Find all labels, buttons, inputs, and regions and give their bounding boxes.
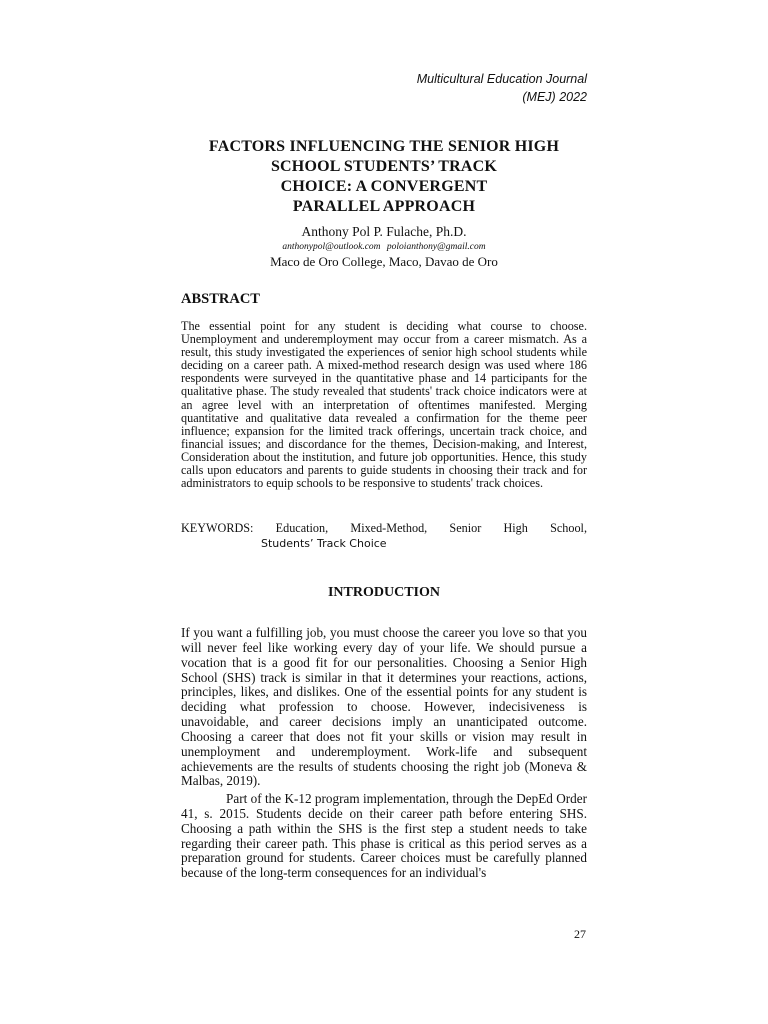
abstract-text: The essential point for any student is deciding what course to choose. Unemployment and underemployment may occur from a career mismatch. As a result, this study investigated the experiences of senior high school students while deciding on a career path. A mixed-method research design was used where 186 respondents were surveyed in the quantitative phase and 14 participants for the qualitative phase. The study revealed that students' track choice indicators were at an agree level with an interpretation of oftentimes manifested. Merging quantitative and qualitative data revealed a confirmation for the theme peer influence; expansion for the limited track offerings, uncertain track choice, and financial issues; and discordance for the themes, Decision-making, and Interest, Consideration about the institution, and future job opportunities. Hence, this study calls upon educators and parents to guide students in choosing their track and for administrators to equip schools to be responsive to students' track choices.	[181, 319, 587, 491]
keywords-continuation: Students’ Track Choice	[261, 537, 387, 550]
title-line: SCHOOL STUDENTS’ TRACK	[270, 158, 498, 175]
author-name: Anthony Pol P. Fulache, Ph.D.	[301, 224, 467, 239]
author-emails	[181, 241, 587, 254]
keywords-line: KEYWORDS: Education, Mixed-Method, Senior High School,	[181, 521, 587, 535]
author-affiliation: Maco de Oro College, Maco, Davao de Oro	[270, 254, 498, 269]
author-email-link[interactable]: poloianthony@gmail.com	[386, 242, 486, 252]
paper-title	[181, 137, 587, 217]
journal-header	[417, 70, 587, 106]
introduction-paragraph: If you want a fulfilling job, you must choose the career you love so that you will never feel like working every day of your life. We should pursue a vocation that is a good fit for our personalities. Choosing a Senior High School (SHS) track is similar in that it determines your reactions, actions, principles, likes, and dislikes. One of the essential points for any student is deciding what profession to choose. However, indecisiveness is unavoidable, and career decisions imply an unanticipated outcome. Choosing a career that does not fit your skills or vision may result in unemployment and underemployment. Work-life and subsequent achievements are the results of students choosing the right job (Moneva & Malbas, 2019).	[181, 625, 587, 789]
introduction-heading: INTRODUCTION	[327, 585, 440, 600]
author-email-link[interactable]: anthonypol@outlook.com	[282, 242, 381, 252]
journal-name: Multicultural Education Journal	[416, 72, 587, 86]
author-block	[181, 224, 587, 270]
introduction-paragraph: Part of the K-12 program implementation, through the DepEd Order 41, s. 2015. Students decide on their career path before entering SHS. Choosing a path within the SHS is the first step a student needs to take regarding their career path. This phase is critical as this period serves as a preparation ground for students. Career choices must be carefully planned because of the long-term consequences for an individual's	[181, 791, 587, 881]
title-line: CHOICE: A CONVERGENT	[280, 178, 488, 195]
abstract-heading: ABSTRACT	[181, 291, 260, 307]
title-line: PARALLEL APPROACH	[292, 198, 476, 215]
journal-issue: (MEJ) 2022	[522, 90, 587, 104]
page-number: 27	[574, 927, 586, 941]
title-line: FACTORS INFLUENCING THE SENIOR HIGH	[208, 138, 560, 155]
